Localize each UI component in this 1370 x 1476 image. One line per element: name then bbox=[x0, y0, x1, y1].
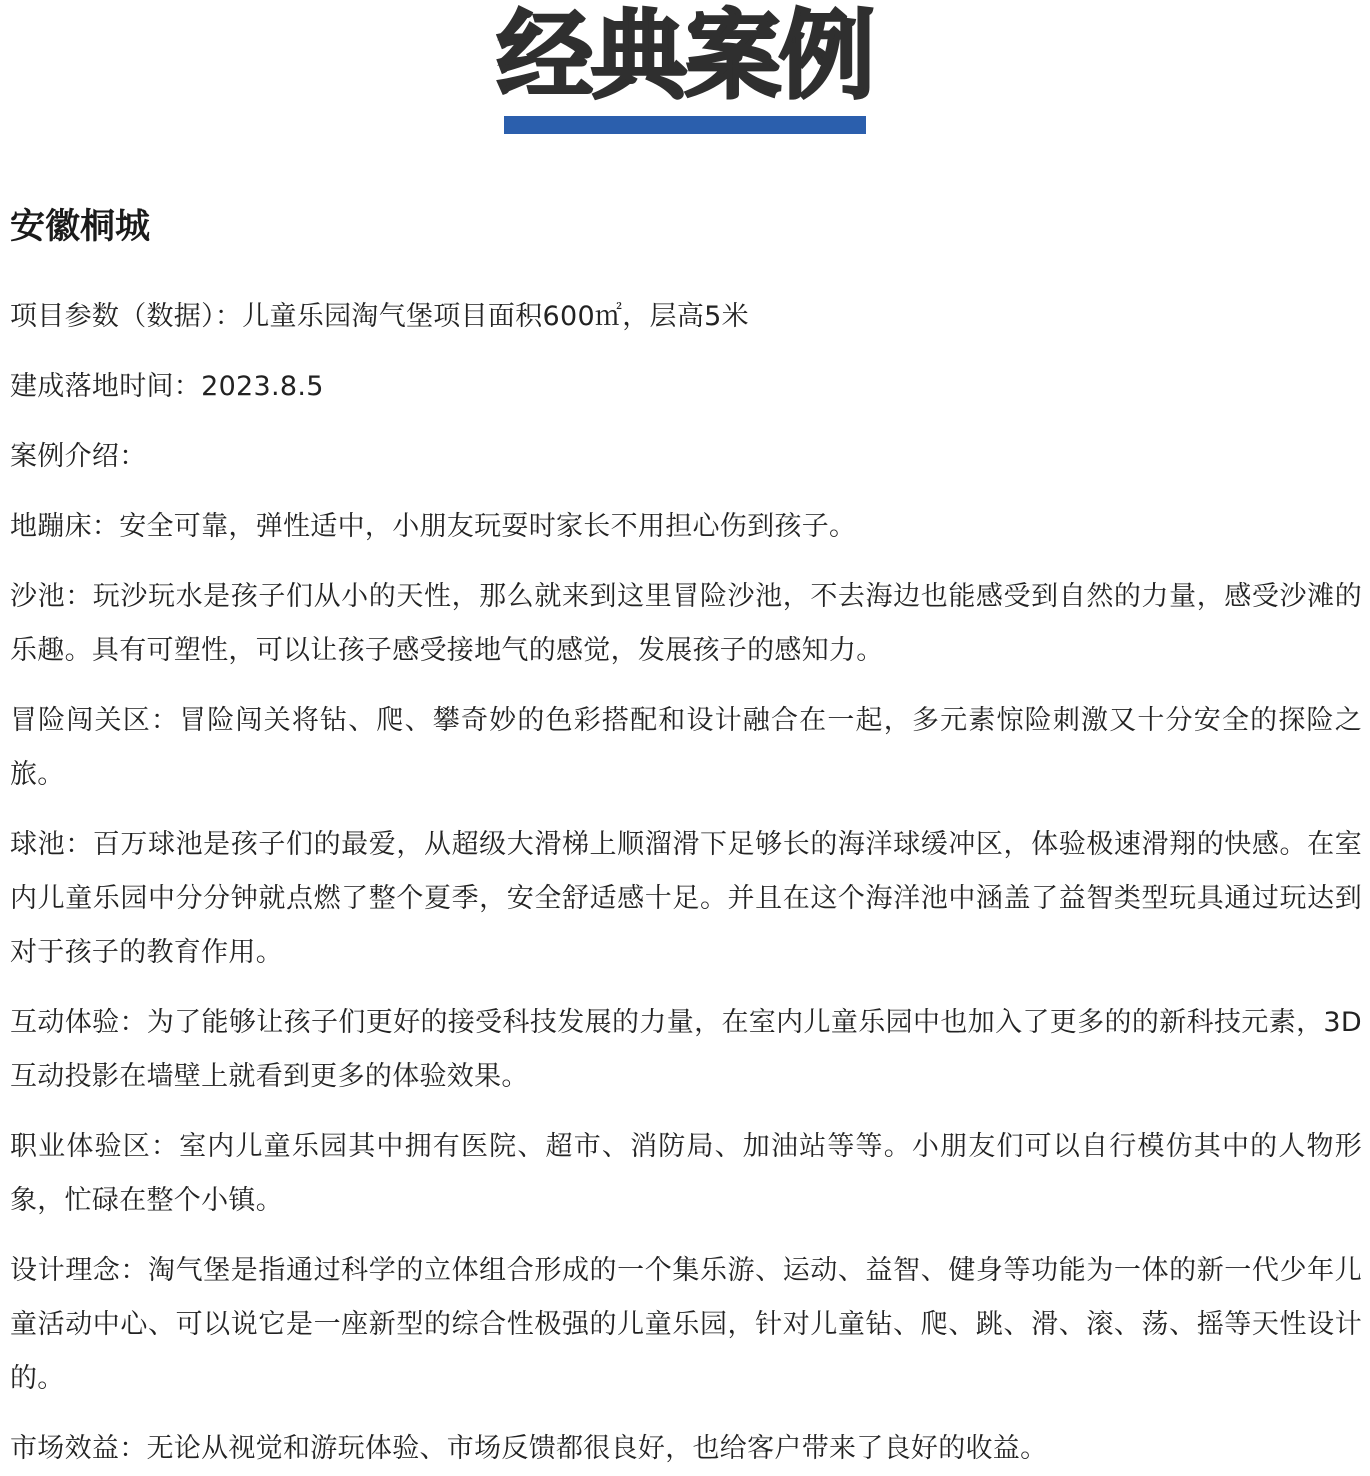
banner-bar-left-segment bbox=[504, 116, 685, 134]
banner-underline-bar bbox=[504, 116, 866, 134]
completion-date: 建成落地时间：2023.8.5 bbox=[10, 371, 324, 402]
trampoline-paragraph: 地蹦床：安全可靠，弹性适中，小朋友玩耍时家长不用担心伤到孩子。 bbox=[10, 511, 857, 542]
intro-label: 案例介绍： bbox=[10, 441, 147, 472]
ball-pool-paragraph: 球池：百万球池是孩子们的最爱，从超级大滑梯上顺溜滑下足够长的海洋球缓冲区，体验极速滑翔的快感。在室内儿童乐园中分分钟就点燃了整个夏季，安全舒适感十足。并且在这个海洋池中涵盖了益智类型玩具通过玩达到对于孩子的教育作用。 bbox=[10, 829, 1362, 968]
project-params: 项目参数（数据）：儿童乐园淘气堡项目面积600㎡，层高5米 bbox=[10, 301, 749, 332]
banner-title: 经典案例 bbox=[497, 0, 873, 112]
career-zone-paragraph: 职业体验区：室内儿童乐园其中拥有医院、超市、消防局、加油站等等。小朋友们可以自行模仿其中的人物形象，忙碌在整个小镇。 bbox=[10, 1131, 1362, 1216]
section-banner bbox=[0, 0, 1370, 140]
design-concept-paragraph: 设计理念：淘气堡是指通过科学的立体组合形成的一个集乐游、运动、益智、健身等功能为一体的新一代少年儿童活动中心、可以说它是一座新型的综合性极强的儿童乐园，针对儿童钻、爬、跳、滑、滚、荡、摇等天性设计的。 bbox=[10, 1255, 1362, 1394]
sand-pool-paragraph: 沙池：玩沙玩水是孩子们从小的天性，那么就来到这里冒险沙池，不去海边也能感受到自然的力量，感受沙滩的乐趣。具有可塑性，可以让孩子感受接地气的感觉，发展孩子的感知力。 bbox=[10, 581, 1362, 666]
adventure-zone-paragraph: 冒险闯关区：冒险闯关将钻、爬、攀奇妙的色彩搭配和设计融合在一起，多元素惊险刺激又十分安全的探险之旅。 bbox=[10, 705, 1362, 790]
case-heading: 安徽桐城 bbox=[10, 207, 151, 247]
interactive-paragraph: 互动体验：为了能够让孩子们更好的接受科技发展的力量，在室内儿童乐园中也加入了更多的的新科技元素，3D互动投影在墙壁上就看到更多的体验效果。 bbox=[10, 1007, 1362, 1092]
market-benefit-paragraph: 市场效益：无论从视觉和游玩体验、市场反馈都很良好，也给客户带来了良好的收益。 bbox=[10, 1433, 1048, 1464]
banner-bar-right-segment bbox=[685, 116, 866, 134]
